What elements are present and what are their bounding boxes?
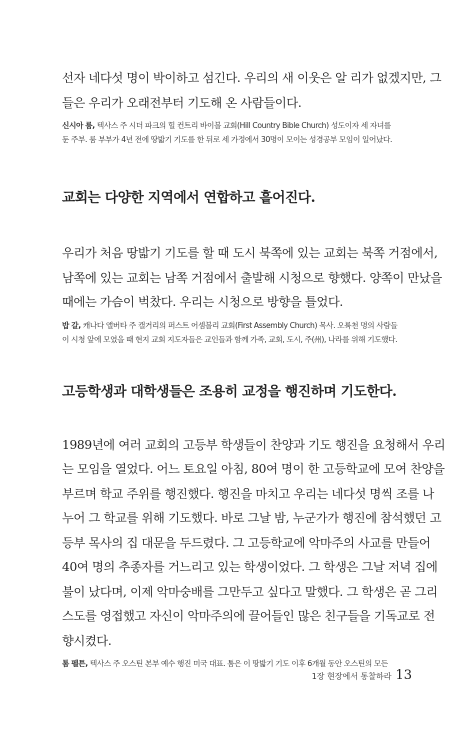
chapter-title: 1장 현장에서 통찰하라 bbox=[311, 672, 392, 681]
page-body bbox=[62, 62, 446, 671]
paragraph-line: 향시켰다. bbox=[62, 633, 112, 648]
paragraph-line: 들은 우리가 오래전부터 기도해 온 사람들이다. bbox=[62, 95, 302, 110]
footnote-author: 톰 펠튼, bbox=[62, 659, 88, 668]
paragraph-line: 선자 네다섯 명이 박이하고 섬긴다. 우리의 새 이웃은 알 리가 없겠지만, 그 bbox=[62, 71, 442, 85]
footnote-text: 텍사스 주 시더 파크의 힐 컨트리 바이블 교회(Hill Country Bible Church) 성도이자 세 자녀를 bbox=[96, 121, 391, 130]
paragraph-line: 부르며 학교 주위를 행진했다. 행진을 마치고 우리는 네다섯 명씩 조를 나 bbox=[62, 486, 435, 501]
page-number: 13 bbox=[395, 668, 412, 683]
paragraph-1 bbox=[62, 66, 442, 115]
footnote-line: 이 시청 앞에 모였을 때 현지 교회 지도자들은 교인들과 함께 가족, 교회, 도시, 주(州), 나라를 위해 기도했다. bbox=[62, 334, 398, 344]
paragraph-line: 우리가 처음 땅밟기 기도를 할 때 도시 북쪽에 있는 교회는 북쪽 거점에서, bbox=[62, 246, 438, 260]
paragraph-2 bbox=[62, 241, 442, 315]
paragraph-line: 는 모임을 열었다. 어느 토요일 아침, 80여 명이 한 고등학교에 모여 찬양을 bbox=[62, 462, 445, 476]
footnote-author: 신시아 룸, bbox=[62, 121, 95, 130]
footnote-2 bbox=[62, 319, 414, 347]
footnote-text: 텍사스 주 오스틴 본부 예수 행진 미국 대표. 톰은 이 땅밟기 기도 이후 6개월 동안 오스틴의 모든 bbox=[89, 659, 388, 668]
paragraph-line: 누어 그 학교를 위해 기도했다. 바로 그날 밤, 누군가가 행진에 참석했던 고 bbox=[62, 511, 442, 525]
paragraph-line: 40여 명의 추종자를 거느리고 있는 학생이었다. 그 학생은 그날 저녁 집에 bbox=[62, 560, 438, 574]
paragraph-line: 불이 났다며, 이제 악마숭배를 그만두고 싶다고 말했다. 그 학생은 곧 그리 bbox=[62, 584, 438, 599]
footnote-author: 밥 갈, bbox=[62, 320, 81, 330]
section-heading-2: 고등학생과 대학생들은 조용히 교정을 행진하며 기도한다. bbox=[62, 383, 397, 400]
paragraph-line: 1989년에 여러 교회의 고등부 학생들이 찬양과 기도 행진을 요청해서 우리 bbox=[62, 437, 446, 452]
footnote-line: 둔 주부. 룸 부부가 4년 전에 땅밟기 기도를 한 뒤로 세 가정에서 30명이 모이는 성경공부 모임이 일어났다. bbox=[62, 135, 393, 144]
paragraph-3 bbox=[62, 433, 446, 654]
footnote-text: 캐나다 앨버타 주 캘거리의 퍼스트 어셈블리 교회(First Assembly Church) 목사. 오륙천 명의 사람들 bbox=[82, 320, 398, 330]
section-heading-1: 교회는 다양한 지역에서 연합하고 흩어진다. bbox=[62, 190, 316, 206]
paragraph-line: 스도를 영접했고 자신이 악마주의에 끌어들인 많은 친구들을 기독교로 전 bbox=[62, 609, 435, 623]
footnote-1 bbox=[62, 119, 414, 147]
footnote-line bbox=[62, 119, 414, 133]
paragraph-line: 등부 목사의 집 대문을 두드렸다. 그 고등학교에 악마주의 사교를 만들어 bbox=[62, 535, 431, 550]
footnote-line bbox=[62, 319, 414, 333]
page-footer bbox=[312, 668, 412, 683]
paragraph-line: 때에는 가슴이 벅찼다. 우리는 시청으로 방향을 틀었다. bbox=[62, 295, 344, 309]
paragraph-line: 남쪽에 있는 교회는 남쪽 거점에서 출발해 시청으로 향했다. 양쪽이 만났을 bbox=[62, 270, 442, 285]
